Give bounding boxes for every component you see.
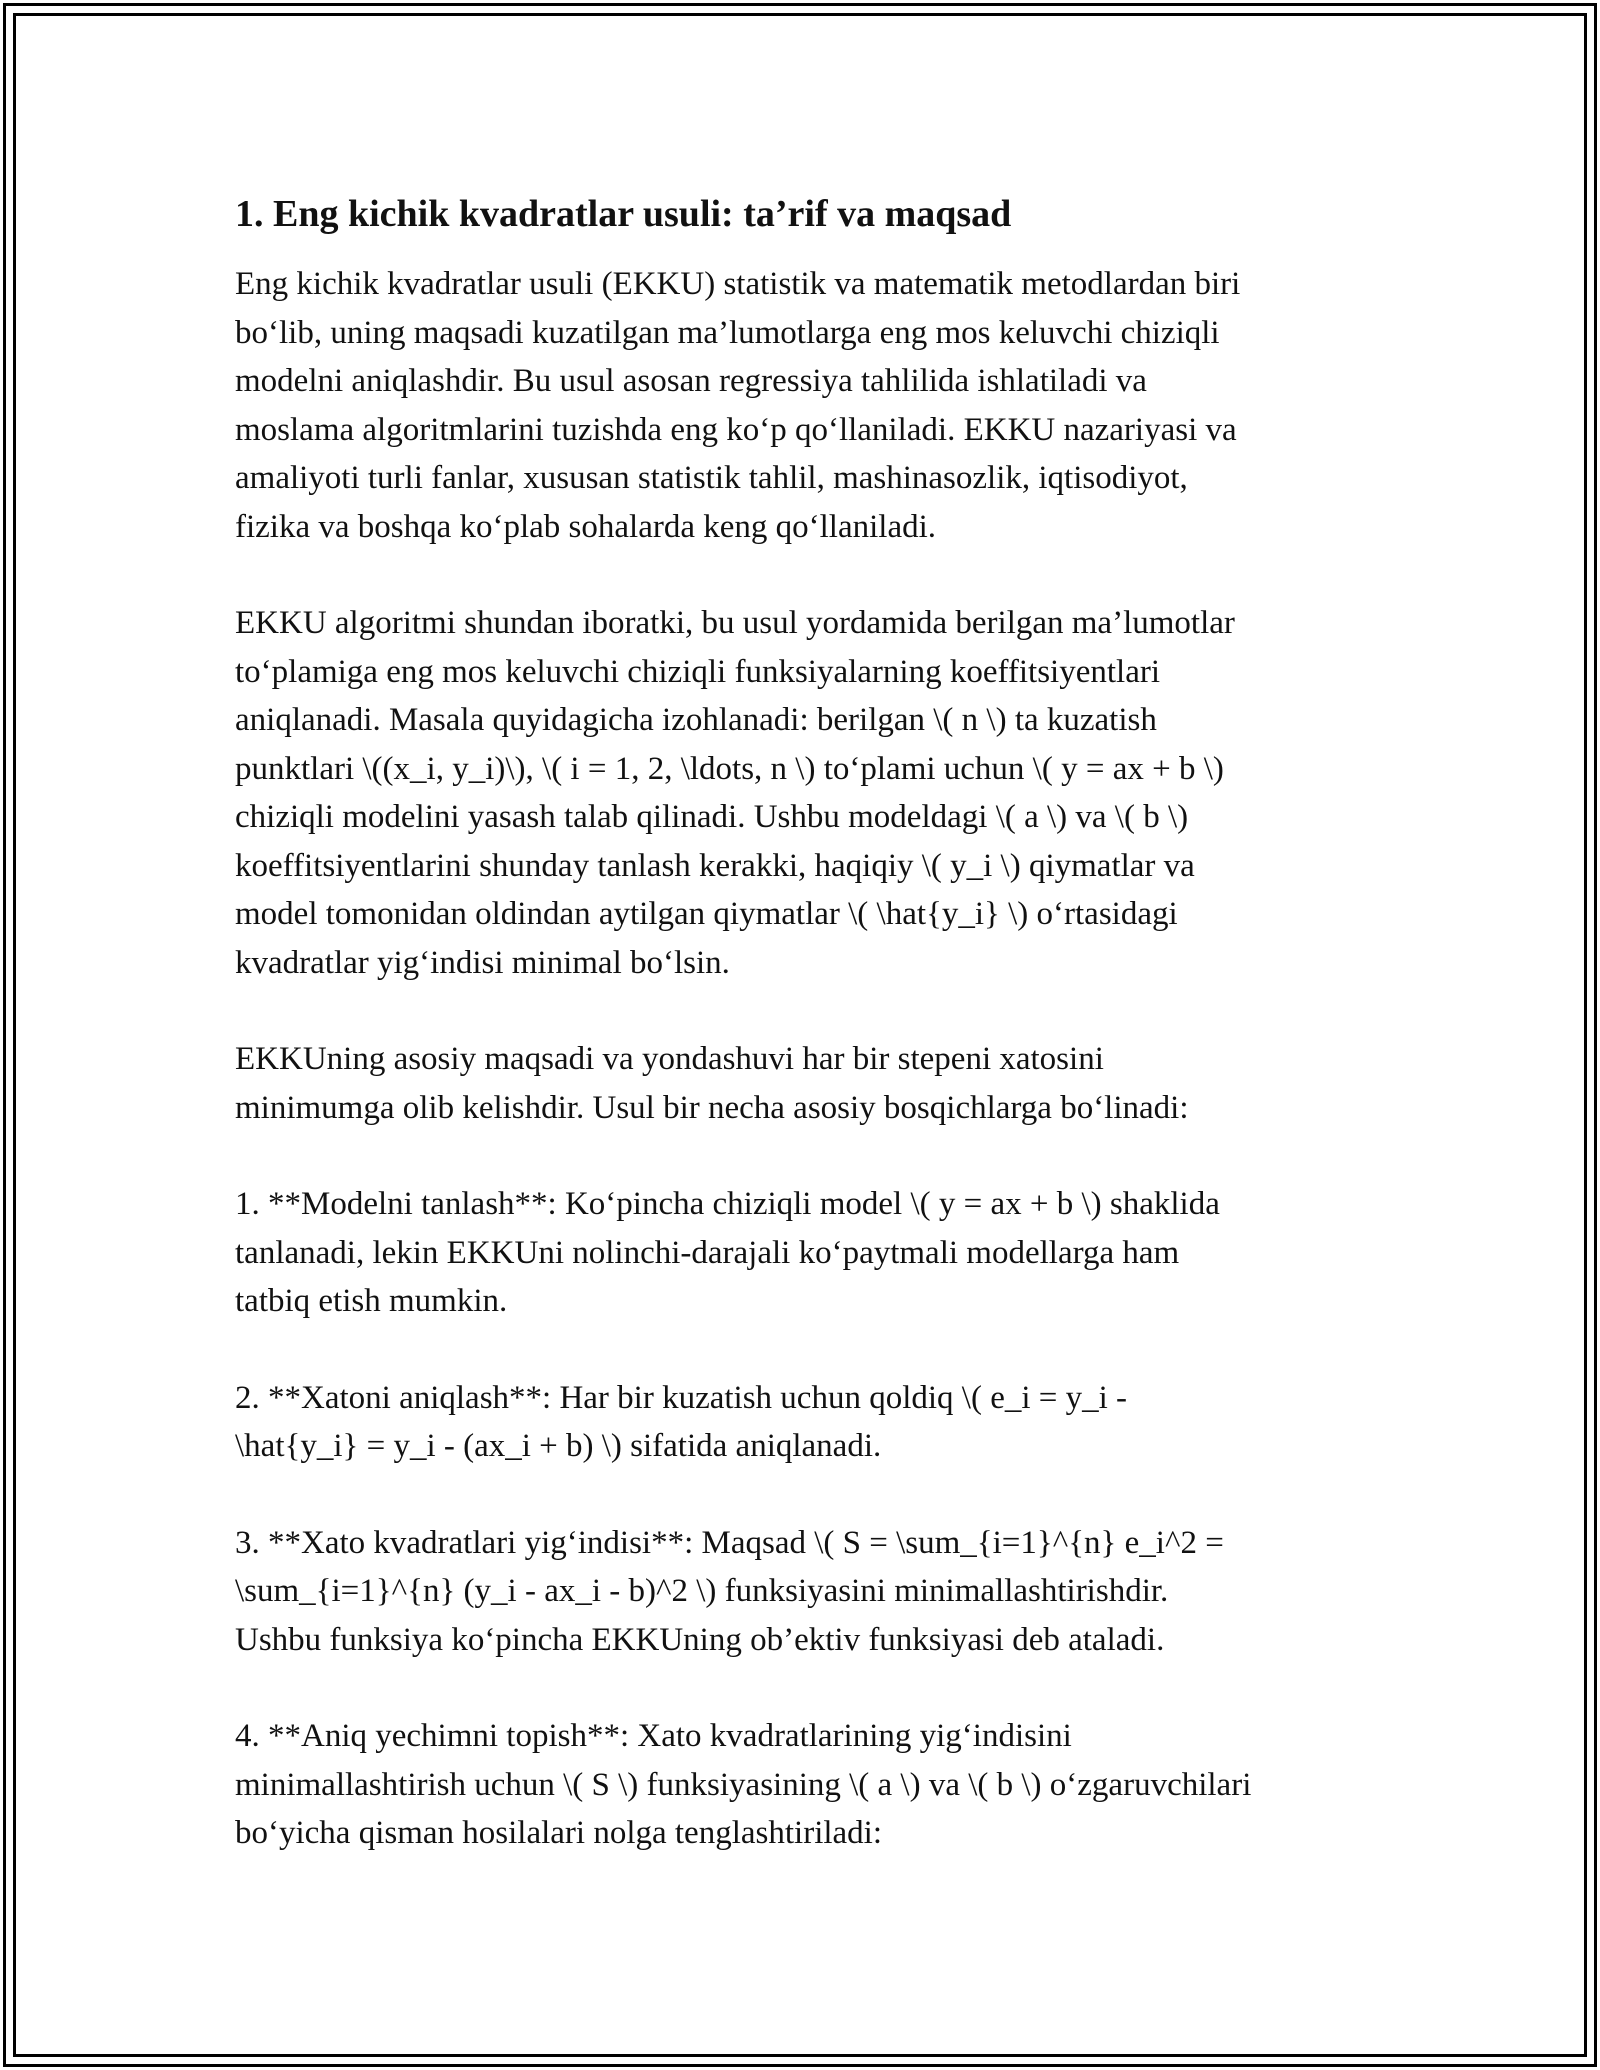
document-body bbox=[235, 188, 1375, 1906]
step-model-selection: 1. **Modelni tanlash**: Ko‘pincha chiziqli model \( y = ax + b \) shaklida tanlanadi, lekin EKKUni nolinchi-darajali ko‘paytmali modellarga ham tatbiq etish mumkin. bbox=[235, 1186, 1220, 1319]
paragraph-goal: EKKUning asosiy maqsadi va yondashuvi har bir stepeni xatosini minimumga olib kelishdir. Usul bir necha asosiy bosqichlarga bo‘linadi: bbox=[235, 1041, 1189, 1126]
step-error-definition: 2. **Xatoni aniqlash**: Har bir kuzatish uchun qoldiq \( e_i = y_i - \hat{y_i} = y_i - (ax_i + b) \) sifatida aniqlanadi. bbox=[235, 1379, 1128, 1464]
step-exact-solution: 4. **Aniq yechimni topish**: Xato kvadratlarining yig‘indisini minimallashtirish uchun \( S \) funksiyasining \( a \) va \( b \) o‘zgaruvchilari bo‘yicha qisman hosilalari nolga tenglashtiriladi: bbox=[235, 1718, 1252, 1851]
paragraph-definition: Eng kichik kvadratlar usuli (EKKU) statistik va matematik metodlardan biri bo‘lib, uning maqsadi kuzatilgan ma’lumotlarga eng mos keluvchi chiziqli modelni aniqlashdir. Bu usul asosan regressiya tahlilida ishlatiladi va moslama algoritmlarini tuzishda eng ko‘p qo‘llaniladi. EKKU nazariyasi va amaliyoti turli fanlar, xususan statistik tahlil, mashinasozlik, iqtisodiyot, fizika va boshqa ko‘plab sohalarda keng qo‘llaniladi. bbox=[235, 266, 1241, 545]
paragraph-algorithm: EKKU algoritmi shundan iboratki, bu usul yordamida berilgan ma’lumotlar to‘plamiga eng mos keluvchi chiziqli funksiyalarning koeffitsiyentlari aniqlanadi. Masala quyidagicha izohlanadi: berilgan \( n \) ta kuzatish punktlari \((x_i, y_i)\), \( i = 1, 2, \ldots, n \) to‘plami uchun \( y = ax + b \) chiziqli modelini yasash talab qilinadi. Ushbu modeldagi \( a \) va \( b \) koeffitsiyentlarini shunday tanlash kerakki, haqiqiy \( y_i \) qiymatlar va model tomonidan oldindan aytilgan qiymatlar \( \hat{y_i} \) o‘rtasidagi kvadratlar yig‘indisi minimal bo‘lsin. bbox=[235, 605, 1235, 981]
section-heading: 1. Eng kichik kvadratlar usuli: ta’rif va maqsad bbox=[235, 193, 1012, 235]
step-sum-of-squares: 3. **Xato kvadratlari yig‘indisi**: Maqsad \( S = \sum_{i=1}^{n} e_i^2 = \sum_{i=1}^{n} (y_i - ax_i - b)^2 \) funksiyasini minimallashtirishdir. Ushbu funksiya ko‘pincha EKKUning ob’ektiv funksiyasi deb ataladi. bbox=[235, 1524, 1224, 1658]
